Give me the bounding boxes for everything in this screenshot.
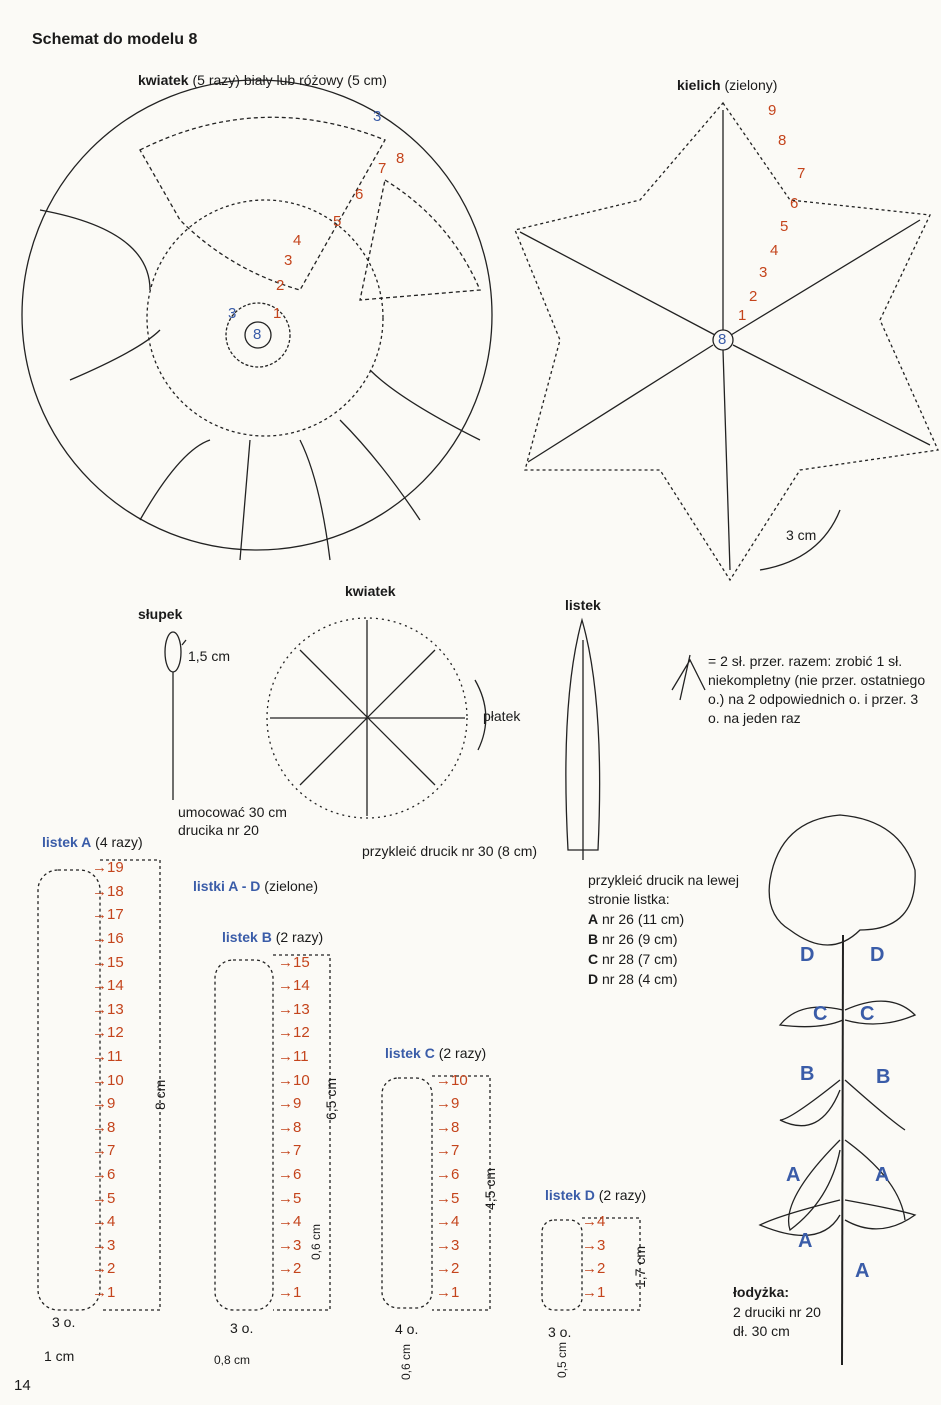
listek-d-body (542, 1220, 582, 1310)
listek-c-width: 0,6 cm (399, 1343, 413, 1380)
kielich-row-3: 3 (759, 264, 768, 281)
listek-d-base: 3 o. (548, 1324, 572, 1340)
listek-b-row-3: →3 (278, 1236, 302, 1254)
listek-a-row-17: →17 (92, 906, 124, 924)
listek-c-body (382, 1078, 432, 1308)
listek-b-row-2: →2 (278, 1260, 302, 1278)
listek-a-body (38, 870, 100, 1310)
slupek-dash (182, 640, 186, 645)
flower-row-7: 7 (378, 160, 387, 177)
listek-b-inner: 0,6 cm (309, 1223, 323, 1260)
listek-b-row-7: →7 (278, 1142, 302, 1160)
flower-center-count: 8 (253, 326, 262, 343)
listek-c-row-4: →4 (436, 1213, 460, 1231)
listek-a-row-13: →13 (92, 1000, 124, 1018)
listek-b-base: 3 o. (230, 1320, 254, 1336)
listek-a-row-1: →1 (92, 1284, 116, 1301)
flower-row-5: 5 (333, 213, 342, 230)
listek-b-row-15: →15 (278, 953, 310, 971)
listek-wire-d: D nr 28 (4 cm) (588, 971, 678, 987)
kielich-center-count: 8 (718, 331, 727, 348)
listek-c-row-7: →7 (436, 1142, 460, 1160)
listek-b-row-5: →5 (278, 1189, 302, 1207)
page-title: Schemat do modelu 8 (32, 31, 198, 48)
listek-d-row-4: →4 (582, 1213, 606, 1231)
listek-c-row-1: →1 (436, 1284, 460, 1301)
listek-note-2: stronie listka: (588, 891, 670, 907)
listek-a-row-11: →11 (92, 1048, 123, 1065)
listek-a-row-3: →3 (92, 1236, 116, 1254)
kielich-row-9: 9 (768, 102, 777, 119)
leaves-header: listki A - D (zielone) (193, 878, 319, 894)
listek-a-base: 3 o. (52, 1314, 76, 1330)
listek-a-row-4: →4 (92, 1213, 116, 1231)
flower-row-2: 2 (276, 277, 285, 294)
listek-a-row-18: →18 (92, 882, 124, 900)
listek-d-height: 1,7 cm (632, 1245, 648, 1288)
listek-c-row-5: →5 (436, 1189, 460, 1207)
listek-b-body (215, 960, 273, 1310)
listek-a-row-16: →16 (92, 930, 124, 947)
slupek-head (165, 632, 181, 672)
stem-letter-d-left: D (800, 944, 815, 966)
listek-wire-a: A nr 26 (11 cm) (588, 911, 685, 927)
kielich-row-7: 7 (797, 165, 806, 182)
page-number: 14 (14, 1377, 31, 1394)
listek-a-label: listek A (4 razy) (42, 834, 143, 850)
listek-a-row-19: →19 (92, 859, 124, 877)
slupek-size: 1,5 cm (188, 648, 231, 664)
slupek-note-2: drucika nr 20 (178, 822, 259, 838)
kwiatek-note: przykleić drucik nr 30 (8 cm) (362, 843, 538, 859)
listek-a-height: 8 cm (152, 1079, 168, 1110)
flower-row-1: 1 (273, 305, 282, 322)
listek-a-row-8: →8 (92, 1118, 116, 1136)
listek-a-row-6: →6 (92, 1166, 116, 1183)
listek-a-row-7: →7 (92, 1142, 116, 1160)
stem-letter-d-right: D (870, 944, 885, 966)
flower-row-3-inner: 3 (228, 305, 237, 322)
listek-b-width: 0,8 cm (214, 1353, 251, 1367)
listek-b-row-4: →4 (278, 1213, 302, 1231)
kielich-row-5: 5 (780, 218, 789, 235)
listek-a-row-14: →14 (92, 977, 124, 995)
listek-label: listek (565, 597, 601, 613)
kielich-star (515, 103, 938, 580)
listek-b-row-10: →10 (278, 1071, 310, 1089)
kielich-row-2: 2 (749, 288, 758, 305)
listek-c-row-6: →6 (436, 1166, 460, 1183)
flower-row-3: 3 (284, 252, 293, 269)
flower-inner-circle (147, 200, 383, 436)
kielich-row-4: 4 (770, 242, 779, 259)
listek-b-row-12: →12 (278, 1024, 310, 1042)
flower-fan (140, 117, 385, 290)
platek-label: płatek (483, 708, 521, 724)
listek-note-1: przykleić drucik na lewej (588, 872, 739, 888)
listek-a-row-2: →2 (92, 1260, 116, 1278)
flower-top-label: kwiatek (5 razy) biały lub różowy (5 cm) (138, 72, 387, 88)
kielich-label: kielich (zielony) (677, 77, 778, 93)
listek-c-label: listek C (2 razy) (385, 1045, 487, 1061)
flower-row-4: 4 (293, 232, 302, 249)
listek-b-height: 6,5 cm (323, 1077, 339, 1120)
listek-b-row-11: →11 (278, 1048, 309, 1065)
stem-letter-b-left: B (800, 1063, 815, 1085)
listek-a-width: 1 cm (44, 1348, 75, 1364)
kielich-size: 3 cm (786, 527, 817, 543)
stem-letter-a-1: A (786, 1164, 801, 1186)
kwiatek-label: kwiatek (345, 583, 396, 599)
listek-d-row-2: →2 (582, 1260, 606, 1278)
listek-b-row-9: →9 (278, 1095, 302, 1113)
listek-b-row-1: →1 (278, 1284, 302, 1301)
listek-d-width: 0,5 cm (555, 1341, 569, 1378)
kielich-row-1: 1 (738, 307, 747, 324)
stem-line (842, 935, 843, 1365)
listek-c-row-9: →9 (436, 1095, 460, 1113)
flower-petal-lines (40, 210, 480, 560)
listek-a-row-15: →15 (92, 953, 124, 971)
flower-row-8: 8 (396, 150, 405, 167)
listek-d-row-3: →3 (582, 1236, 606, 1254)
listek-a-row-5: →5 (92, 1189, 116, 1207)
listek-b-label: listek B (2 razy) (222, 929, 324, 945)
stem-letter-a-2: A (875, 1164, 890, 1186)
listek-c-base: 4 o. (395, 1321, 419, 1337)
listek-d-row-1: →1 (582, 1284, 606, 1301)
stem-leaves (760, 1001, 915, 1235)
stem-line-2: dł. 30 cm (733, 1323, 790, 1339)
listek-a-row-9: →9 (92, 1095, 116, 1113)
stem-line-1: 2 druciki nr 20 (733, 1304, 821, 1320)
stem-label: łodyżka: (733, 1284, 790, 1300)
kwiatek-spokes (270, 620, 465, 816)
stem-letter-a-3: A (798, 1230, 813, 1252)
stem-letter-b-right: B (876, 1066, 891, 1088)
listek-c-row-2: →2 (436, 1260, 460, 1278)
listek-b-row-13: →13 (278, 1000, 310, 1018)
kielich-row-8: 8 (778, 132, 787, 149)
slupek-label: słupek (138, 606, 183, 622)
listek-wire-c: C nr 28 (7 cm) (588, 951, 678, 967)
stem-letter-c-left: C (813, 1003, 828, 1025)
flower-row-6: 6 (355, 186, 364, 203)
flower-outer-circle (22, 80, 492, 550)
legend-text: = 2 sł. przer. razem: zrobić 1 sł. niekompletny (nie przer. ostatniego o.) na 2 odpowiednich o. i przer. 3 o. na jeden raz (708, 653, 926, 726)
listek-wire-b: B nr 26 (9 cm) (588, 931, 678, 947)
listek-c-height: 4,5 cm (482, 1167, 498, 1210)
listek-d-label: listek D (2 razy) (545, 1187, 647, 1203)
stem-head (769, 815, 915, 945)
flower-row-3-outer: 3 (373, 108, 382, 125)
listek-a-row-12: →12 (92, 1024, 124, 1042)
listek-b-row-14: →14 (278, 977, 310, 995)
listek-b-row-8: →8 (278, 1118, 302, 1136)
listek-c-row-10: →10 (436, 1071, 468, 1089)
stem-letter-c-right: C (860, 1003, 875, 1025)
listek-a-row-10: →10 (92, 1071, 124, 1089)
listek-c-row-8: →8 (436, 1118, 460, 1136)
listek-b-row-6: →6 (278, 1166, 302, 1183)
listek-c-row-3: →3 (436, 1236, 460, 1254)
legend-symbol (672, 655, 705, 700)
stem-letter-a-4: A (855, 1260, 870, 1282)
slupek-note-1: umocować 30 cm (178, 804, 287, 820)
kielich-row-6: 6 (790, 195, 799, 212)
